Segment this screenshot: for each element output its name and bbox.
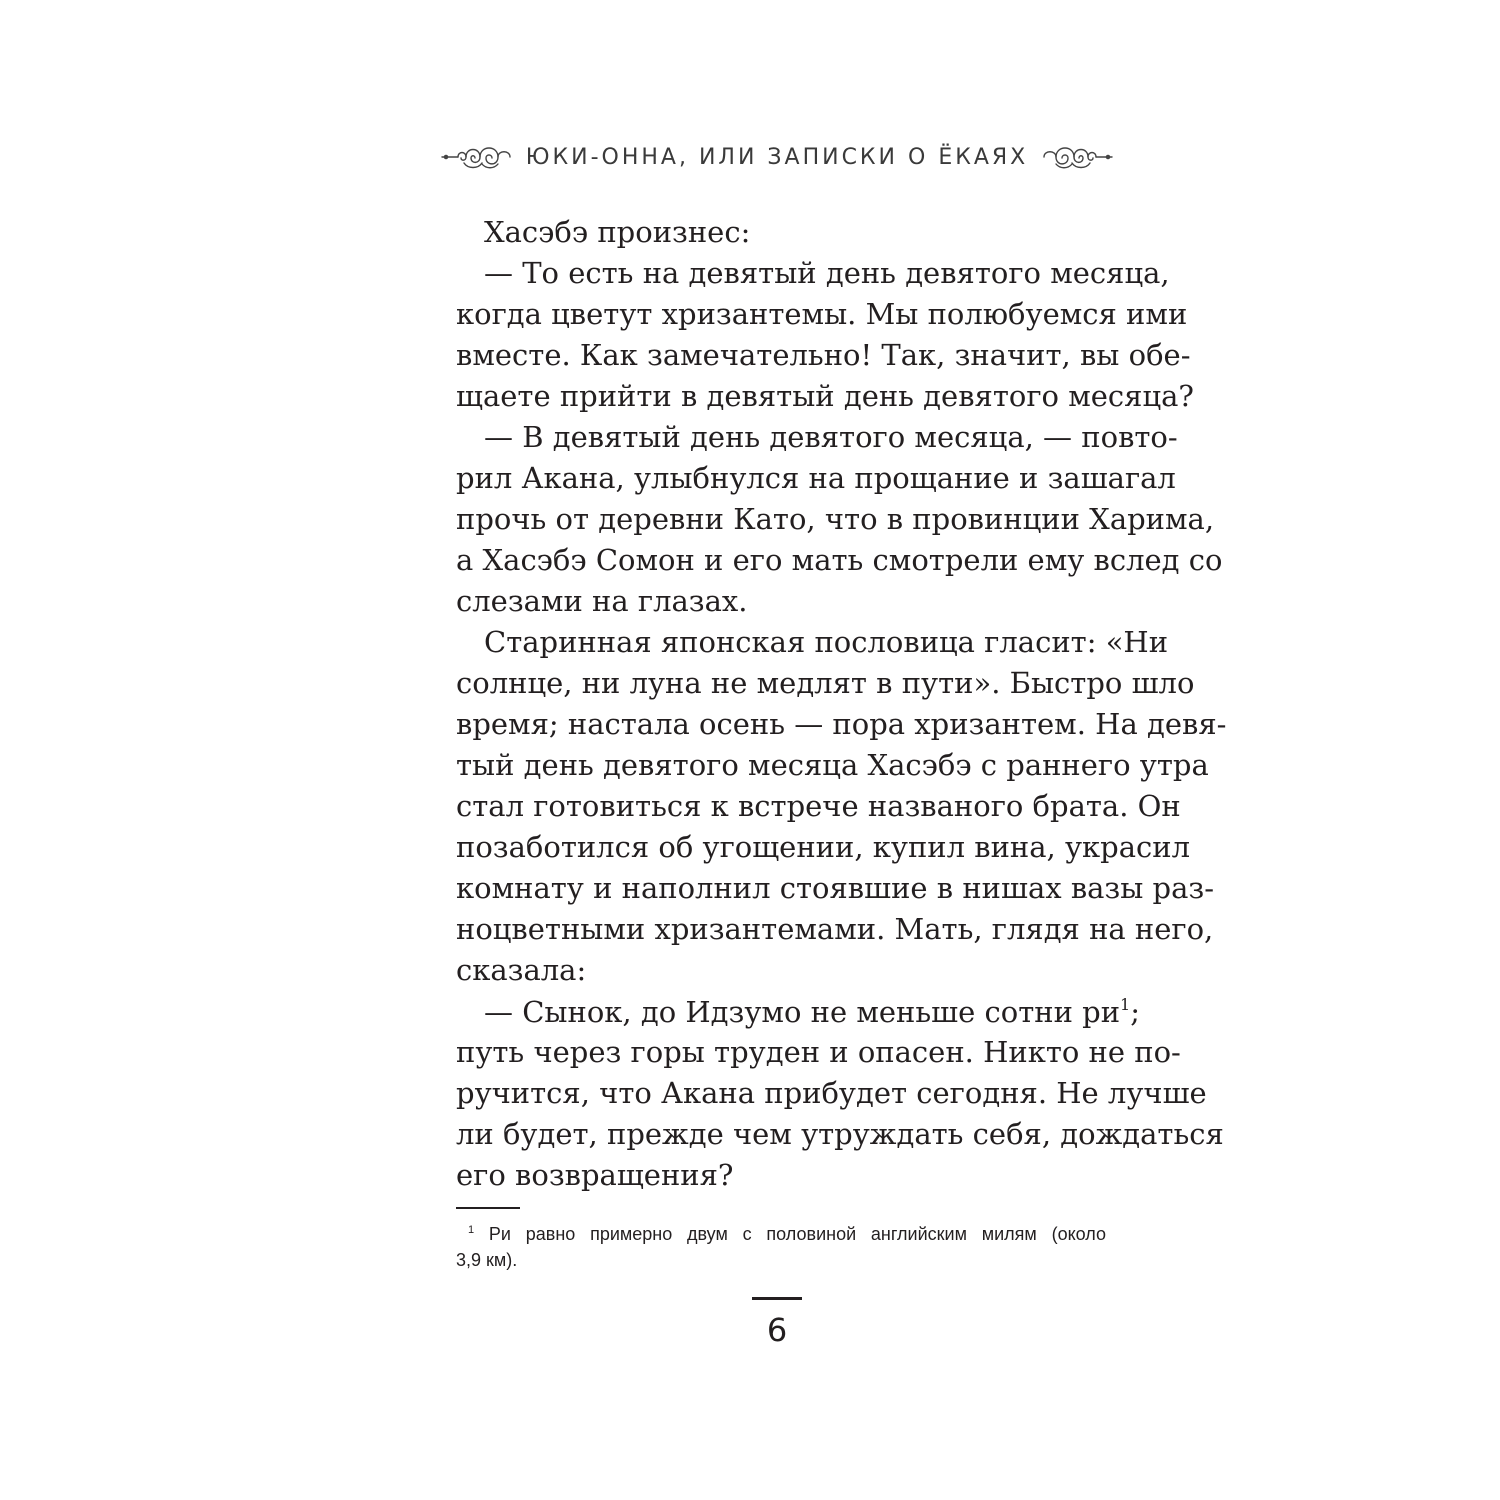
text-line: Старинная японская пословица гласит: «Ни xyxy=(484,625,1169,659)
text-line: вместе. Как замечательно! Так, значит, вы обе- xyxy=(456,338,1191,372)
running-header xyxy=(462,137,1092,177)
cloud-ornament-icon xyxy=(1040,140,1116,174)
footnote-line: 3,9 км). xyxy=(456,1250,518,1270)
page-number: 6 xyxy=(766,1311,788,1349)
footnote-marker: 1 xyxy=(468,1224,475,1236)
running-title: ЮКИ-ОННА, ИЛИ ЗАПИСКИ О ЁКАЯХ xyxy=(525,144,1029,170)
text-line: тый день девятого месяца Хасэбэ с раннего утра xyxy=(456,748,1209,782)
text-line: — В девятый день девятого месяца, — повто- xyxy=(484,420,1178,454)
text-line: время; настала осень — пора хризантем. На девя- xyxy=(456,707,1227,741)
text-line-with-footnote-ref xyxy=(484,995,1141,1029)
text-line: когда цветут хризантемы. Мы полюбуемся ими xyxy=(456,297,1188,331)
text-line: — То есть на девятый день девятого месяца, xyxy=(484,256,1170,290)
text-line: щаете прийти в девятый день девятого месяца? xyxy=(456,379,1194,413)
text-line: стал готовиться к встрече названого брата. Он xyxy=(456,789,1181,823)
text-line: ручится, что Акана прибудет сегодня. Не лучше xyxy=(456,1076,1207,1110)
cloud-ornament-icon xyxy=(438,140,514,174)
footnote-line xyxy=(468,1225,1106,1243)
text-line: слезами на глазах. xyxy=(456,584,748,618)
text-line: а Хасэбэ Сомон и его мать смотрели ему вслед со xyxy=(456,543,1223,577)
text-line: солнце, ни луна не медлят в пути». Быстро шло xyxy=(456,666,1195,700)
text-line: рил Акана, улыбнулся на прощание и зашагал xyxy=(456,461,1176,495)
text-line-start: — Сынок, до Идзумо не меньше сотни ри xyxy=(484,995,1121,1029)
footnote-ref[interactable]: 1 xyxy=(1120,995,1131,1014)
footnote-text: Ри равно примерно двум с половиной английским милям (около xyxy=(474,1224,1106,1244)
text-line: позаботился об угощении, купил вина, украсил xyxy=(456,830,1190,864)
text-line: его возвращения? xyxy=(456,1158,734,1192)
text-line-end: ; xyxy=(1130,995,1141,1029)
text-line: ноцветными хризантемами. Мать, глядя на него, xyxy=(456,912,1214,946)
page-number-rule xyxy=(752,1297,802,1300)
text-line: сказала: xyxy=(456,953,587,987)
text-line: ли будет, прежде чем утруждать себя, дождаться xyxy=(456,1117,1224,1151)
footnote-divider xyxy=(456,1207,520,1209)
text-line: путь через горы труден и опасен. Никто не по- xyxy=(456,1035,1181,1069)
text-line: комнату и наполнил стоявшие в нишах вазы раз- xyxy=(456,871,1215,905)
text-line: Хасэбэ произнес: xyxy=(484,215,751,249)
text-line: прочь от деревни Като, что в провинции Харима, xyxy=(456,502,1215,536)
